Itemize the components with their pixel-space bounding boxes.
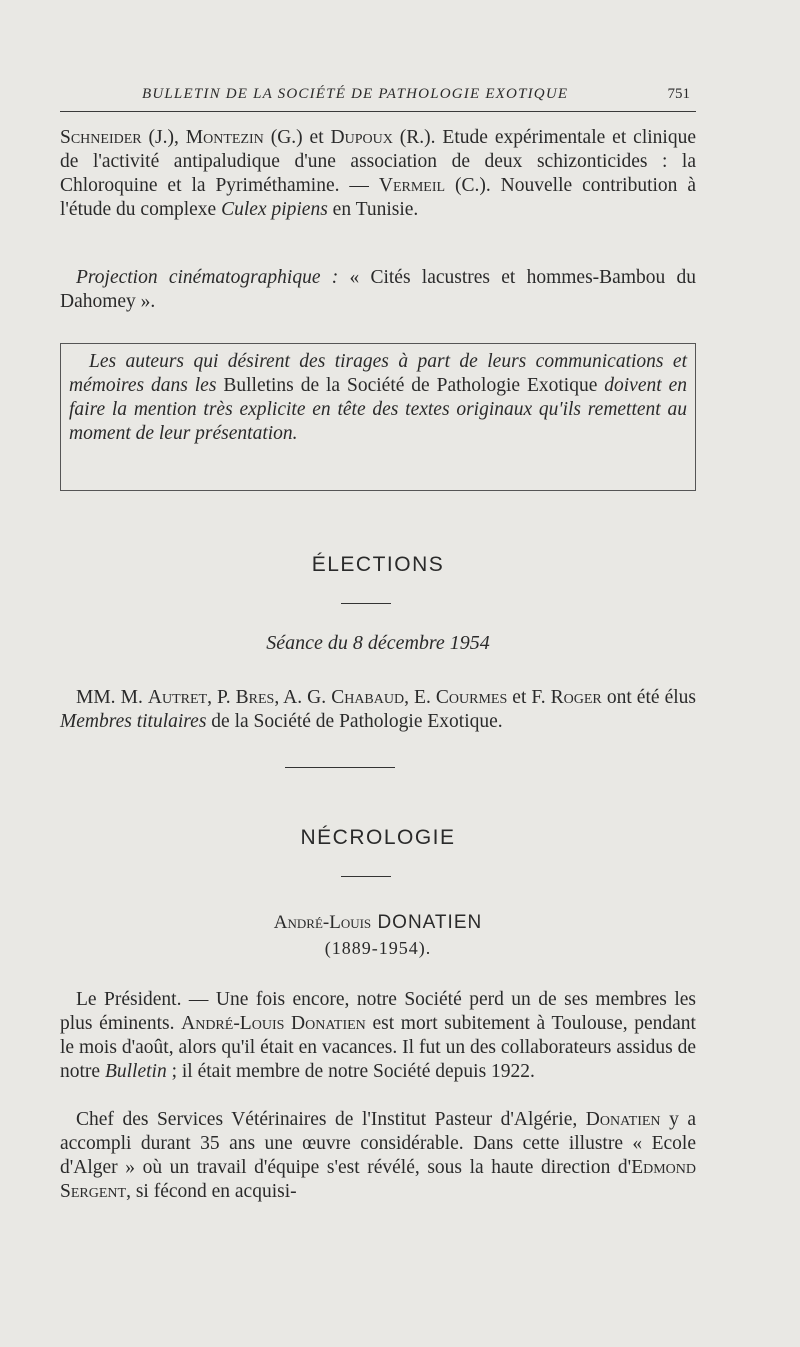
elections-heading: ÉLECTIONS	[311, 553, 445, 576]
person-name: Edmond Sergent	[60, 1157, 696, 1202]
text-run: , E.	[404, 687, 436, 708]
species-name: Culex pipiens	[221, 199, 328, 220]
text-run: ; il était membre de notre Société depuis 1922.	[166, 1061, 535, 1082]
header-rule	[60, 111, 696, 112]
member-name: Autret	[147, 687, 208, 708]
separator-rule	[341, 876, 391, 877]
text-run: et F.	[507, 687, 551, 708]
projection-text: « Cités lacustres et hommes-Bambou du Dahomey ».	[60, 267, 696, 312]
author-name: Dupoux	[330, 127, 393, 148]
notice-part: Les auteurs qui désirent des tirages à part de leurs communications et mémoires dans les	[69, 351, 687, 396]
author-name: Montezin	[185, 127, 264, 148]
last-name: DONATIEN	[371, 912, 483, 933]
necrologie-heading: NÉCROLOGIE	[300, 826, 456, 849]
text-run: ont été élus	[601, 687, 697, 708]
separator-rule	[341, 603, 391, 604]
person-name: André-Louis Donatien	[181, 1013, 366, 1034]
running-head	[60, 86, 690, 103]
text-run: y a accompli durant 35 ans une œuvre considérable. Dans cette illustre « Ecole d'Alger » où un travail d'équipe s'est révélé, sous la haute direction d'	[60, 1109, 697, 1178]
intro-paragraph	[60, 126, 696, 222]
member-name: Bres	[235, 687, 275, 708]
member-name: Courmes	[435, 687, 508, 708]
membres-titulaires: Membres titulaires	[60, 711, 207, 732]
person-name: Donatien	[585, 1109, 661, 1130]
section-rule	[285, 767, 395, 768]
elections-paragraph	[60, 686, 696, 734]
notice-text	[69, 350, 687, 446]
text-run: (R.). Etude expérimentale et clinique de l'activité antipaludique d'une association de deux schizonticides : la Chloroquine et la Pyriméthamine. —	[60, 127, 696, 196]
text-run: (J.),	[141, 127, 186, 148]
text-run: en Tunisie.	[327, 199, 419, 220]
text-run: Chef des Services Vétérinaires de l'Institut Pasteur d'Algérie,	[76, 1109, 586, 1130]
bulletin-title: Bulletin	[104, 1061, 167, 1082]
necrologie-paragraph-1	[60, 988, 696, 1084]
deceased-name	[60, 912, 696, 934]
running-title: BULLETIN DE LA SOCIÉTÉ DE PATHOLOGIE EXOTIQUE	[142, 86, 569, 102]
member-name: Roger	[550, 687, 602, 708]
seance-date: Séance du 8 décembre 1954	[266, 632, 490, 654]
text-run: , P.	[207, 687, 236, 708]
text-run: est mort subitement à Toulouse, pendant le mois d'août, alors qu'il était en vacances. Il fut un des collaborateurs assidus de notre	[60, 1013, 696, 1082]
projection-paragraph	[60, 266, 696, 314]
projection-label: Projection cinématographique :	[76, 267, 339, 288]
deceased-dates: (1889-1954).	[324, 938, 432, 958]
first-name: André-Louis	[273, 912, 372, 933]
notice-bulletins: Bulletins de la Société de Pathologie Exotique	[216, 375, 605, 396]
text-run: de la Société de Pathologie Exotique.	[206, 711, 503, 732]
text-run: (C.). Nouvelle contribution à l'étude du complexe	[60, 175, 696, 220]
text-run: MM. M.	[76, 687, 148, 708]
text-run: , si fécond en acquisi-	[126, 1181, 297, 1202]
text-run: (G.) et	[263, 127, 331, 148]
member-name: Chabaud	[331, 687, 405, 708]
author-name: Schneider	[60, 127, 142, 148]
text-run: , A. G.	[274, 687, 332, 708]
necrologie-paragraph-2	[60, 1108, 696, 1204]
author-name: Vermeil	[378, 175, 446, 196]
text-run: Le Président. — Une fois encore, notre Société perd un de ses membres les plus éminents.	[60, 989, 696, 1034]
notice-part: doivent en faire la mention très explicite en tête des textes originaux qu'ils remettent au moment de leur présentation.	[69, 375, 687, 444]
page-number: 751	[667, 86, 690, 102]
notice-box	[60, 343, 696, 491]
